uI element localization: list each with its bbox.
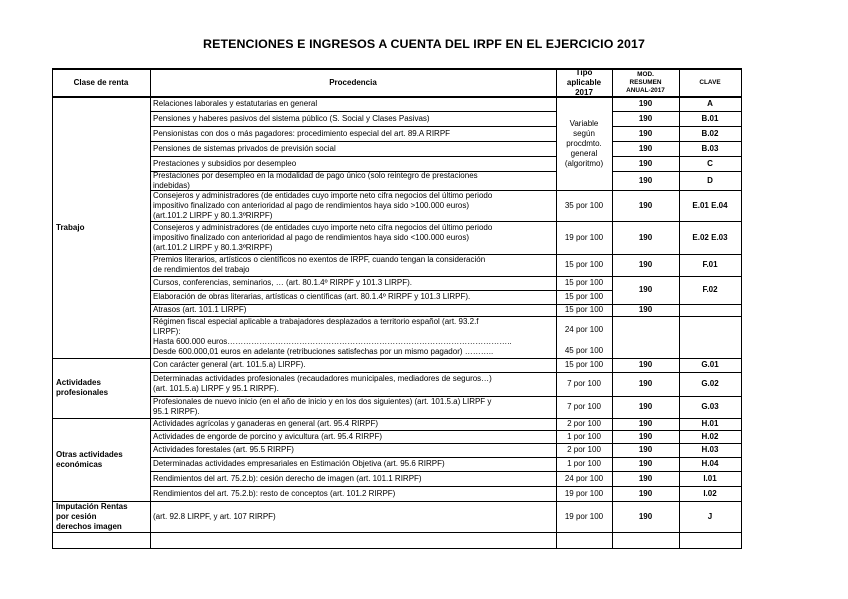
class-actividades bbox=[56, 358, 148, 418]
procedencia-cell-line: Premios literarios, artísticos o científicos no exentos de IRPF, cuando tengan la consideración bbox=[153, 255, 486, 264]
tipo-cell: 35 por 100 bbox=[564, 200, 604, 210]
clave-cell: D bbox=[707, 175, 713, 185]
procedencia-cell-line: Prestaciones por desempleo en la modalidad de pago único (solo reintegro de prestaciones bbox=[153, 171, 478, 180]
table-bottom-border bbox=[52, 548, 742, 549]
clave-cell: A bbox=[707, 99, 713, 108]
procedencia-cell-line: (art. 101.5.a) LIRPF y 95.1 RIRPF). bbox=[153, 384, 279, 393]
procedencia-cell-line: Elaboración de obras literarias, artísticas o científicas (art. 80.1.4º RIRPF y 101.3 LIRPF). bbox=[153, 292, 471, 301]
procedencia-cell-line: impositivo finalizado con anterioridad al pago de rendimientos haya sido >100.000 euros) bbox=[153, 200, 469, 210]
class-imputacion-line: Imputación Rentas bbox=[56, 501, 128, 511]
procedencia-cell-line: Rendimientos del art. 75.2.b): resto de conceptos (art. 101.2 RIRPF) bbox=[153, 488, 396, 498]
clave-cell: H.04 bbox=[701, 459, 719, 468]
mod-merged-cell: 190 bbox=[638, 285, 653, 294]
header-mod-line: RESUMEN bbox=[629, 78, 662, 86]
clave-cell: H.01 bbox=[701, 419, 719, 428]
tipo-cell: 1 por 100 bbox=[567, 459, 601, 468]
clave-cell: G.01 bbox=[701, 360, 719, 369]
mod-cell: 190 bbox=[638, 158, 653, 168]
mod-cell: 190 bbox=[638, 99, 653, 108]
mod-cell: 190 bbox=[638, 459, 653, 468]
tipo-cell: 15 por 100 bbox=[564, 278, 604, 287]
clave-cell: B.01 bbox=[701, 113, 719, 123]
class-imputacion bbox=[56, 501, 148, 532]
tipo-cell: 15 por 100 bbox=[564, 360, 604, 369]
mod-cell: 190 bbox=[638, 200, 653, 210]
tipo-variable-cell-line: (algoritmo) bbox=[564, 158, 604, 168]
tipo-variable-cell-line: según bbox=[573, 128, 595, 138]
clave-cell: G.03 bbox=[701, 402, 719, 411]
procedencia-cell-line: (art.101.2 LIRPF y 80.1.3ºRIRPF) bbox=[153, 210, 273, 220]
procedencia-cell bbox=[153, 304, 555, 316]
class-otras bbox=[56, 418, 148, 501]
mod-cell: 190 bbox=[638, 305, 653, 314]
procedencia-cell-line: Pensionistas con dos o más pagadores: procedimiento especial del art. 89.A RIRPF bbox=[153, 128, 451, 138]
table-right-border bbox=[741, 68, 742, 549]
mod-cell: 190 bbox=[638, 402, 653, 411]
procedencia-cell bbox=[153, 126, 555, 141]
header-tipo-line: Tipo bbox=[575, 68, 593, 77]
header-mod-line: MOD. bbox=[637, 70, 654, 78]
mod-cell: 190 bbox=[638, 419, 653, 428]
procedencia-cell-line: Determinadas actividades empresariales en Estimación Objetiva (art. 95.6 RIRPF) bbox=[153, 459, 445, 468]
tipo-cell: 15 por 100 bbox=[564, 260, 604, 269]
procedencia-cell-line: Consejeros y administradores (de entidades cuyo importe neto cifra negocios del último periodo bbox=[153, 222, 493, 232]
row-divider bbox=[556, 532, 612, 533]
procedencia-cell-line: impositivo finalizado con anterioridad al pago de rendimientos haya sido <100.000 euros) bbox=[153, 232, 469, 242]
procedencia-cell-line: Actividades de engorde de porcino y avicultura (art. 95.4 RIRPF) bbox=[153, 431, 383, 441]
mod-cell: 190 bbox=[638, 360, 653, 369]
header-tipo-line: 2017 bbox=[575, 87, 593, 97]
row-divider bbox=[679, 532, 741, 533]
tipo-variable-cell-line: procdmto. bbox=[566, 138, 602, 148]
regimen-tipo-1: 24 por 100 bbox=[564, 325, 604, 334]
procedencia-cell-line: Prestaciones y subsidios por desempleo bbox=[153, 158, 297, 168]
procedencia-cell-line: LIRPF): bbox=[153, 327, 181, 336]
row-divider bbox=[679, 304, 741, 305]
clave-cell: C bbox=[707, 158, 713, 168]
class-imputacion-line: derechos imagen bbox=[56, 521, 122, 531]
clave-cell: G.02 bbox=[701, 379, 719, 388]
procedencia-cell bbox=[153, 171, 555, 190]
procedencia-cell-line: Rendimientos del art. 75.2.b): cesión derecho de imagen (art. 101.1 RIRPF) bbox=[153, 473, 422, 483]
procedencia-cell bbox=[153, 443, 555, 457]
procedencia-cell bbox=[153, 254, 555, 276]
column-divider bbox=[150, 68, 151, 548]
page-title: RETENCIONES E INGRESOS A CUENTA DEL IRPF EN EL EJERCICIO 2017 bbox=[203, 37, 645, 51]
procedencia-cell bbox=[153, 358, 555, 372]
procedencia-cell bbox=[153, 221, 555, 254]
clave-cell: H.03 bbox=[701, 445, 719, 454]
procedencia-cell-line: Atrasos (art. 101.1 LIRPF) bbox=[153, 305, 247, 314]
procedencia-cell bbox=[153, 290, 555, 304]
clave-cell: I.01 bbox=[703, 473, 717, 483]
mod-cell: 190 bbox=[638, 232, 653, 242]
procedencia-cell bbox=[153, 316, 555, 358]
procedencia-cell bbox=[153, 418, 555, 430]
class-actividades-line: Actividades bbox=[56, 378, 101, 387]
header-clave: CLAVE bbox=[699, 78, 721, 86]
mod-cell: 190 bbox=[638, 473, 653, 483]
procedencia-cell-line: indebidas) bbox=[153, 180, 190, 190]
mod-cell: 190 bbox=[638, 260, 653, 269]
procedencia-cell bbox=[153, 190, 555, 221]
procedencia-cell-line: Con carácter general (art. 101.5.a) LIRPF). bbox=[153, 360, 306, 369]
mod-cell: 190 bbox=[638, 431, 653, 441]
procedencia-cell-line: 95.1 RIRPF). bbox=[153, 407, 200, 416]
regimen-tipo-2: 45 por 100 bbox=[564, 346, 604, 355]
mod-cell: 190 bbox=[638, 143, 653, 153]
tipo-variable-cell-line: Variable bbox=[569, 118, 599, 128]
class-otras-line: económicas bbox=[56, 459, 103, 469]
group-divider bbox=[52, 532, 150, 533]
mod-cell: 190 bbox=[638, 379, 653, 388]
tipo-cell: 19 por 100 bbox=[564, 232, 604, 242]
table-left-border bbox=[52, 68, 53, 548]
procedencia-cell bbox=[153, 457, 555, 471]
clave-cell: E.01 E.04 bbox=[692, 200, 728, 210]
procedencia-cell bbox=[153, 111, 555, 126]
clave-merged-cell: F.02 bbox=[702, 285, 718, 294]
tipo-cell: 2 por 100 bbox=[567, 445, 601, 454]
clave-cell: H.02 bbox=[701, 431, 719, 441]
procedencia-cell-line: Consejeros y administradores (de entidades cuyo importe neto cifra negocios del último periodo bbox=[153, 190, 493, 200]
header-tipo bbox=[556, 68, 612, 97]
procedencia-cell bbox=[153, 141, 555, 156]
procedencia-cell-line: Actividades agrícolas y ganaderas en general (art. 95.4 RIRPF) bbox=[153, 419, 379, 428]
procedencia-cell bbox=[153, 396, 555, 418]
procedencia-cell-line: (art.101.2 LIRPF y 80.1.3ºRIRPF) bbox=[153, 242, 273, 252]
row-divider bbox=[679, 316, 741, 317]
procedencia-cell bbox=[153, 97, 555, 111]
tipo-cell: 24 por 100 bbox=[564, 473, 604, 483]
tipo-cell: 19 por 100 bbox=[564, 511, 604, 521]
tipo-cell: 7 por 100 bbox=[567, 402, 601, 411]
procedencia-cell-line: Desde 600.000,01 euros en adelante (retribuciones satisfechas por un mismo pagador) ……….. bbox=[153, 347, 494, 356]
tipo-variable-cell-line: general bbox=[570, 148, 598, 158]
tipo-cell: 7 por 100 bbox=[567, 379, 601, 388]
row-divider bbox=[556, 316, 612, 317]
tipo-cell: 2 por 100 bbox=[567, 419, 601, 428]
procedencia-cell-line: Hasta 600.000 euros…………………………………………………………………………………………….. bbox=[153, 337, 512, 346]
header-tipo-line: aplicable bbox=[566, 77, 602, 87]
procedencia-cell-line: Pensiones de sistemas privados de previsión social bbox=[153, 143, 336, 153]
row-divider bbox=[612, 316, 679, 317]
procedencia-cell-line: Cursos, conferencias, seminarios, … (art. 80.1.4º RIRPF y 101.3 LIRPF). bbox=[153, 278, 413, 287]
tipo-cell: 15 por 100 bbox=[564, 292, 604, 301]
clave-cell: B.02 bbox=[701, 128, 719, 138]
procedencia-cell bbox=[153, 430, 555, 443]
class-actividades-line: profesionales bbox=[56, 388, 109, 397]
tipo-cell: 19 por 100 bbox=[564, 488, 604, 498]
procedencia-cell-line: de rendimientos del trabajo bbox=[153, 265, 250, 274]
header-mod-line: ANUAL-2017 bbox=[626, 86, 665, 94]
mod-cell: 190 bbox=[638, 511, 653, 521]
tipo-cell: 15 por 100 bbox=[564, 305, 604, 314]
clave-cell: B.03 bbox=[701, 143, 719, 153]
mod-cell: 190 bbox=[638, 175, 653, 185]
row-divider bbox=[612, 532, 679, 533]
procedencia-cell-line: Relaciones laborales y estatutarias en general bbox=[153, 99, 318, 108]
header-mod bbox=[612, 68, 679, 97]
procedencia-cell bbox=[153, 156, 555, 171]
mod-cell: 190 bbox=[638, 445, 653, 454]
row-divider bbox=[150, 532, 556, 533]
procedencia-cell-line: (art. 92.8 LIRPF, y art. 107 RIRPF) bbox=[153, 511, 276, 521]
procedencia-cell bbox=[153, 486, 555, 501]
clave-cell: I.02 bbox=[703, 488, 717, 498]
procedencia-cell-line: Determinadas actividades profesionales (recaudadores municipales, mediadores de seguros…) bbox=[153, 374, 492, 383]
clave-cell: E.02 E.03 bbox=[692, 232, 728, 242]
tipo-variable-cell bbox=[556, 97, 612, 190]
mod-cell: 190 bbox=[638, 113, 653, 123]
clave-cell: J bbox=[707, 511, 713, 521]
class-otras-line: Otras actividades bbox=[56, 449, 123, 459]
procedencia-cell bbox=[153, 372, 555, 396]
procedencia-cell-line: Profesionales de nuevo inicio (en el año de inicio y en los dos siguientes) (art. 101.5.a) LIRPF y bbox=[153, 397, 492, 406]
procedencia-cell bbox=[153, 471, 555, 486]
header-procedencia: Procedencia bbox=[329, 77, 377, 87]
class-imputacion-line: por cesión bbox=[56, 511, 97, 521]
class-trabajo: Trabajo bbox=[56, 222, 85, 232]
procedencia-cell-line: Régimen fiscal especial aplicable a trabajadores desplazados a territorio español (art. 93.2.f bbox=[153, 317, 479, 326]
procedencia-cell bbox=[153, 276, 555, 290]
procedencia-cell-line: Pensiones y haberes pasivos del sistema público (S. Social y Clases Pasivas) bbox=[153, 113, 430, 123]
header-clase: Clase de renta bbox=[73, 77, 129, 87]
tipo-cell: 1 por 100 bbox=[567, 431, 601, 441]
clave-cell: F.01 bbox=[702, 260, 718, 269]
procedencia-cell-line: Actividades forestales (art. 95.5 RIRPF) bbox=[153, 445, 294, 454]
procedencia-cell bbox=[153, 501, 555, 532]
mod-cell: 190 bbox=[638, 128, 653, 138]
mod-cell: 190 bbox=[638, 488, 653, 498]
